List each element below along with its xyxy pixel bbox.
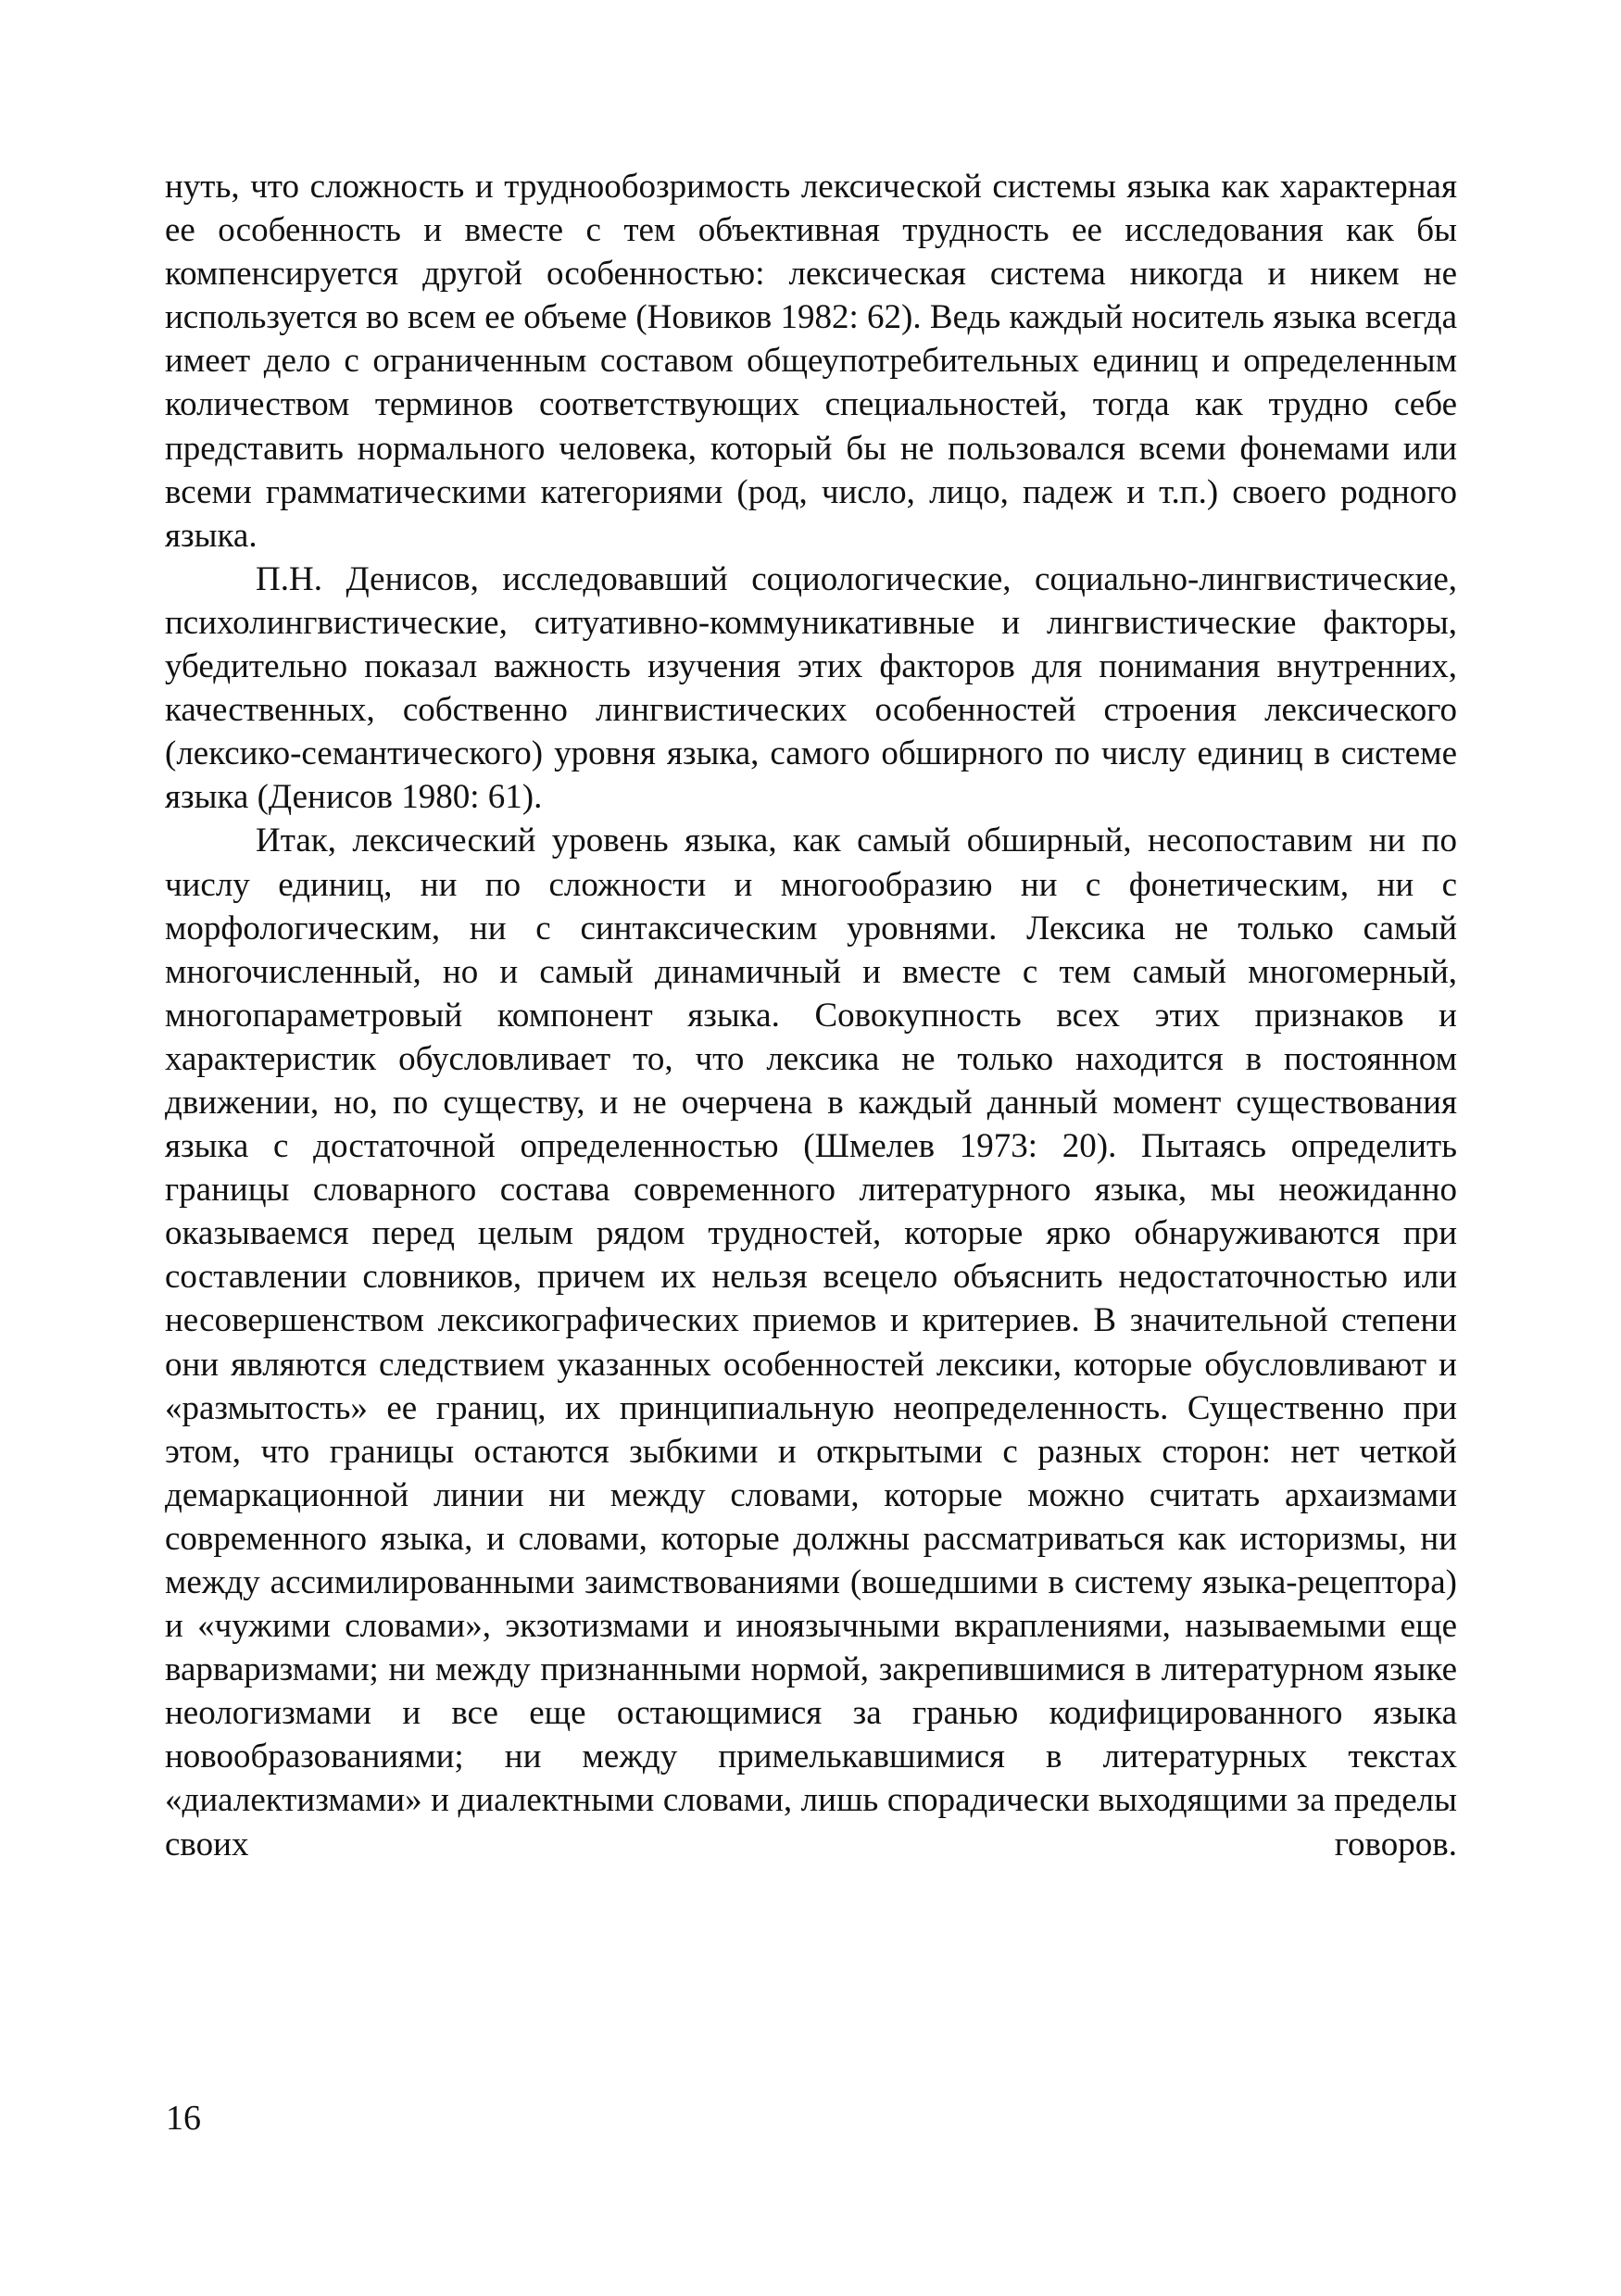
paragraph-denisov: П.Н. Денисов, исследовавший социологические, социально-лингвистические, психолингвистические, ситуативно-коммуникативные и лингвистические факторы, убедительно показал важность изучения этих факторов для понимания внутренних, качественных, собственно лингвистических особенностей строения лексического (лексико-семантического) уровня языка, самого обширного по числу единиц в системе языка (Денисов 1980: 61). [165,559,1457,817]
paragraph-lexical-level: Итак, лексический уровень языка, как самый обширный, несопоставим ни по числу единиц, ни по сложности и многообразию ни с фонетическим, ни с морфологическим, ни с синтаксическим уровнями. Лексика не только самый многочисленный, но и самый динамичный и вместе с тем самый многомерный, многопараметровый компонент языка. Совокупность всех этих признаков и характеристик обусловливает то, что лексика не только находится в постоянном движении, но, по существу, и не очерчена в каждый данный момент существования языка с достаточной определенностью (Шмелев 1973: 20). Пытаясь определить границы словарного состава современного литературного языка, мы неожиданно оказываемся перед целым рядом трудностей, которые ярко обнаруживаются при составлении словников, причем их нельзя всецело объяснить недостаточностью или несовершенством лексикографических приемов и критериев. В значительной степени они являются следствием указанных особенностей лексики, которые обусловливают и «размытость» ее границ, их принципиальную неопределенность. Существенно при этом, что границы остаются зыбкими и открытыми с разных сторон: нет четкой демаркационной линии ни между словами, которые можно считать архаизмами современного языка, и словами, которые должны рассматриваться как историзмы, ни между ассимилированными заимствованиями (вошедшими в систему языка-рецептора) и «чужими словами», экзотизмами и иноязычными вкраплениями, называемыми еще варваризмами; ни между признанными нормой, закрепившимися в литературном языке неологизмами и все еще остающимися за гранью кодифицированного языка новообразованиями; ни между примелькавшимися в литературных текстах «диалектизмами» и диалектными словами, лишь спорадически выходящими за пределы своих говоров. [165,822,1457,1863]
paragraph-continuation: нуть, что сложность и труднообозримость лексической системы языка как характерная ее особенность и вместе с тем объективная трудность ее исследования как бы компенсируется другой особенностью: лексическая система никогда и никем не используется во всем ее объеме (Новиков 1982: 62). Ведь каждый носитель языка всегда имеет дело с ограниченным составом общеупотребительных единиц и определенным количеством терминов соответствующих специальностей, тогда как трудно себе представить нормального человека, который бы не пользовался всеми фонемами или всеми грамматическими категориями (род, число, лицо, падеж и т.п.) своего родного языка. [165,168,1457,555]
main-text [165,165,1457,1866]
page-number: 16 [166,2099,201,2138]
